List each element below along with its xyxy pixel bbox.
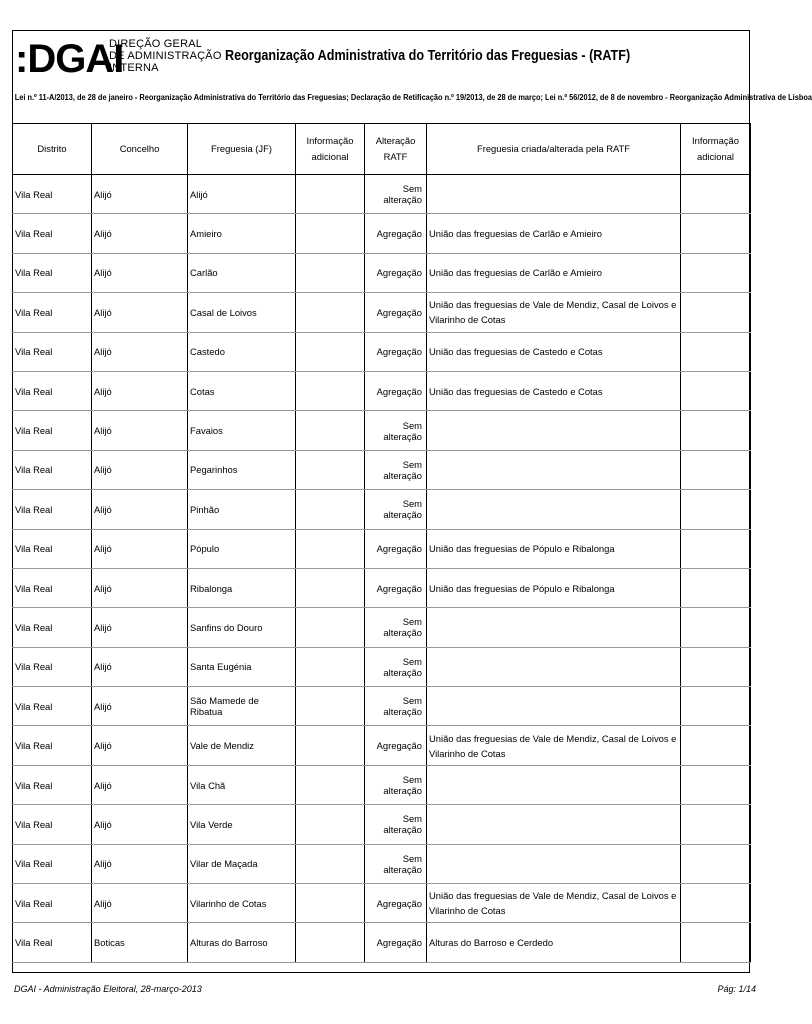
table-cell <box>427 175 681 214</box>
table-row <box>13 647 751 686</box>
table-cell <box>296 411 365 450</box>
table-cell: Vila Real <box>13 253 92 292</box>
table-cell: Pópulo <box>188 529 296 568</box>
table-cell <box>427 765 681 804</box>
table-cell <box>681 450 751 489</box>
table-row <box>13 884 751 923</box>
table-cell <box>296 923 365 962</box>
table-cell: Favaios <box>188 411 296 450</box>
table-cell: União das freguesias de Pópulo e Ribalonga <box>427 568 681 607</box>
table-cell: Agregação <box>365 568 427 607</box>
table-header-row <box>13 124 751 175</box>
table-cell <box>296 175 365 214</box>
table-cell <box>681 293 751 332</box>
table-cell: Sem alteração <box>365 490 427 529</box>
table-cell: Sem alteração <box>365 647 427 686</box>
table-cell <box>681 765 751 804</box>
table-cell: Vila Real <box>13 214 92 253</box>
table-cell <box>427 411 681 450</box>
table-cell <box>681 568 751 607</box>
table-row <box>13 175 751 214</box>
footer-source: DGAI - Administração Eleitoral, 28-março-2013 <box>14 984 202 994</box>
table-cell: São Mamede de Ribatua <box>188 687 296 726</box>
table-cell: Agregação <box>365 884 427 923</box>
table-cell: Vila Real <box>13 490 92 529</box>
table-cell: União das freguesias de Carlão e Amieiro <box>427 214 681 253</box>
table-cell <box>681 884 751 923</box>
freguesias-table <box>12 123 751 963</box>
table-cell: Pegarinhos <box>188 450 296 489</box>
table-cell <box>681 411 751 450</box>
page-number: Pág: 1/14 <box>717 984 756 994</box>
table-cell: Sem alteração <box>365 411 427 450</box>
column-header: Informação adicional <box>681 124 751 175</box>
table-cell: Vila Real <box>13 805 92 844</box>
column-header: Distrito <box>13 124 92 175</box>
table-cell: União das freguesias de Castedo e Cotas <box>427 371 681 410</box>
table-cell: Amieiro <box>188 214 296 253</box>
logo-text <box>109 38 222 74</box>
table-cell: Vila Real <box>13 726 92 765</box>
table-cell: Sem alteração <box>365 805 427 844</box>
table-cell <box>427 687 681 726</box>
table-cell: Alijó <box>92 332 188 371</box>
table-row <box>13 608 751 647</box>
table-cell <box>296 332 365 371</box>
table-row <box>13 371 751 410</box>
table-cell <box>296 529 365 568</box>
table-cell: Vilarinho de Cotas <box>188 884 296 923</box>
table-cell <box>427 490 681 529</box>
table-cell <box>296 687 365 726</box>
table-cell: Vale de Mendiz <box>188 726 296 765</box>
table-row <box>13 568 751 607</box>
table-cell <box>681 608 751 647</box>
table-cell: Alijó <box>92 765 188 804</box>
table-cell: Casal de Loivos <box>188 293 296 332</box>
table-cell: União das freguesias de Vale de Mendiz, Casal de Loivos e Vilarinho de Cotas <box>427 884 681 923</box>
column-header: Alteração RATF <box>365 124 427 175</box>
table-cell <box>296 844 365 883</box>
column-header: Informação adicional <box>296 124 365 175</box>
table-cell: Vila Real <box>13 293 92 332</box>
document-frame <box>12 30 812 973</box>
table-cell: Agregação <box>365 726 427 765</box>
table-cell <box>296 490 365 529</box>
table-cell: Agregação <box>365 253 427 292</box>
table-cell <box>681 175 751 214</box>
table-row <box>13 844 751 883</box>
table-cell <box>681 529 751 568</box>
table-cell: Sem alteração <box>365 765 427 804</box>
table-cell: Sem alteração <box>365 175 427 214</box>
table-cell: Vila Real <box>13 332 92 371</box>
table-cell: Cotas <box>188 371 296 410</box>
table-row <box>13 923 751 962</box>
table-row <box>13 450 751 489</box>
logo-line: DIREÇÃO GERAL <box>109 38 203 50</box>
table-cell: Vila Real <box>13 450 92 489</box>
table-cell: Vila Real <box>13 411 92 450</box>
table-cell: União das freguesias de Pópulo e Ribalonga <box>427 529 681 568</box>
table-cell <box>296 568 365 607</box>
table-cell: Alijó <box>92 214 188 253</box>
logo-mark: :DGAI <box>15 37 124 81</box>
table-cell: Alijó <box>92 450 188 489</box>
table-cell: Alijó <box>92 529 188 568</box>
table-cell <box>296 450 365 489</box>
table-cell: Alturas do Barroso e Cerdedo <box>427 923 681 962</box>
column-header: Freguesia (JF) <box>188 124 296 175</box>
table-cell: União das freguesias de Castedo e Cotas <box>427 332 681 371</box>
table-cell <box>681 923 751 962</box>
table-cell: Vila Real <box>13 175 92 214</box>
table-cell: Alijó <box>92 371 188 410</box>
table-cell <box>681 805 751 844</box>
table-cell: Sem alteração <box>365 608 427 647</box>
table-row <box>13 490 751 529</box>
table-cell <box>681 253 751 292</box>
table-cell: Alijó <box>92 687 188 726</box>
table-cell: Vila Verde <box>188 805 296 844</box>
table-cell: Agregação <box>365 923 427 962</box>
table-cell: Alijó <box>188 175 296 214</box>
table-cell: Alturas do Barroso <box>188 923 296 962</box>
table-cell <box>296 371 365 410</box>
table-cell: Alijó <box>92 175 188 214</box>
table-cell: Vila Real <box>13 568 92 607</box>
table-row <box>13 214 751 253</box>
table-cell <box>681 844 751 883</box>
table-cell: Vila Real <box>13 884 92 923</box>
table-cell: Alijó <box>92 568 188 607</box>
table-cell: Ribalonga <box>188 568 296 607</box>
table-cell: Vila Real <box>13 765 92 804</box>
table-cell: Pinhão <box>188 490 296 529</box>
table-cell <box>296 253 365 292</box>
table-cell: Sanfins do Douro <box>188 608 296 647</box>
table-cell: Alijó <box>92 647 188 686</box>
table-row <box>13 411 751 450</box>
table-cell: Vila Real <box>13 923 92 962</box>
table-cell: Vila Chã <box>188 765 296 804</box>
table-cell <box>427 450 681 489</box>
table-cell: Boticas <box>92 923 188 962</box>
table-body <box>13 175 751 963</box>
table-cell: Alijó <box>92 490 188 529</box>
table-cell <box>296 726 365 765</box>
table-cell <box>427 608 681 647</box>
table-cell <box>296 805 365 844</box>
table-cell: Alijó <box>92 253 188 292</box>
table-cell: Agregação <box>365 529 427 568</box>
table-cell: Alijó <box>92 293 188 332</box>
table-cell <box>681 687 751 726</box>
table-cell: Alijó <box>92 805 188 844</box>
table-cell: Alijó <box>92 884 188 923</box>
table-cell <box>427 647 681 686</box>
table-cell: Sem alteração <box>365 844 427 883</box>
table-cell: Alijó <box>92 844 188 883</box>
table-row <box>13 529 751 568</box>
table-row <box>13 765 751 804</box>
table-cell: Vila Real <box>13 844 92 883</box>
table-cell <box>681 490 751 529</box>
table-row <box>13 805 751 844</box>
table-cell <box>681 371 751 410</box>
table-row <box>13 293 751 332</box>
table-cell: Carlão <box>188 253 296 292</box>
dgai-logo <box>15 35 222 85</box>
table-cell <box>296 608 365 647</box>
table-cell: Agregação <box>365 371 427 410</box>
table-cell: Vila Real <box>13 529 92 568</box>
table-row <box>13 726 751 765</box>
table-cell: União das freguesias de Carlão e Amieiro <box>427 253 681 292</box>
table-row <box>13 253 751 292</box>
table-cell <box>427 805 681 844</box>
table-cell: União das freguesias de Vale de Mendiz, Casal de Loivos e Vilarinho de Cotas <box>427 726 681 765</box>
table-cell <box>296 214 365 253</box>
table-cell <box>296 293 365 332</box>
table-cell <box>681 332 751 371</box>
table-cell: Vila Real <box>13 647 92 686</box>
table-cell <box>296 765 365 804</box>
table-cell <box>681 214 751 253</box>
table-cell: Castedo <box>188 332 296 371</box>
table-cell <box>681 647 751 686</box>
table-row <box>13 332 751 371</box>
table-cell: Santa Eugénia <box>188 647 296 686</box>
table-cell: Sem alteração <box>365 450 427 489</box>
table-cell <box>681 726 751 765</box>
page-title: Reorganização Administrativa do Território das Freguesias - (RATF) <box>225 47 631 64</box>
logo-line: INTERNA <box>109 62 159 74</box>
page-header <box>13 31 749 87</box>
column-header: Concelho <box>92 124 188 175</box>
table-cell: União das freguesias de Vale de Mendiz, Casal de Loivos e Vilarinho de Cotas <box>427 293 681 332</box>
table-cell: Vila Real <box>13 608 92 647</box>
logo-line: DE ADMINISTRAÇÃO <box>109 50 222 62</box>
table-cell: Vila Real <box>13 687 92 726</box>
table-cell: Vilar de Maçada <box>188 844 296 883</box>
law-reference: Lei n.º 11-A/2013, de 28 de janeiro - Reorganização Administrativa do Território das Freguesias; Declaração de Retificação n.º 19/2013, de 28 de março; Lei n.º 56/2012, de 8 de novembro - Reorganização Administrativa de Lisboa <box>14 92 812 102</box>
table-cell <box>296 884 365 923</box>
table-cell <box>296 647 365 686</box>
table-cell: Vila Real <box>13 371 92 410</box>
table-cell: Sem alteração <box>365 687 427 726</box>
table-cell: Agregação <box>365 332 427 371</box>
table-row <box>13 687 751 726</box>
table-cell: Agregação <box>365 214 427 253</box>
table-cell <box>427 844 681 883</box>
column-header: Freguesia criada/alterada pela RATF <box>427 124 681 175</box>
table-cell: Agregação <box>365 293 427 332</box>
table-cell: Alijó <box>92 411 188 450</box>
table-cell: Alijó <box>92 726 188 765</box>
table-cell: Alijó <box>92 608 188 647</box>
